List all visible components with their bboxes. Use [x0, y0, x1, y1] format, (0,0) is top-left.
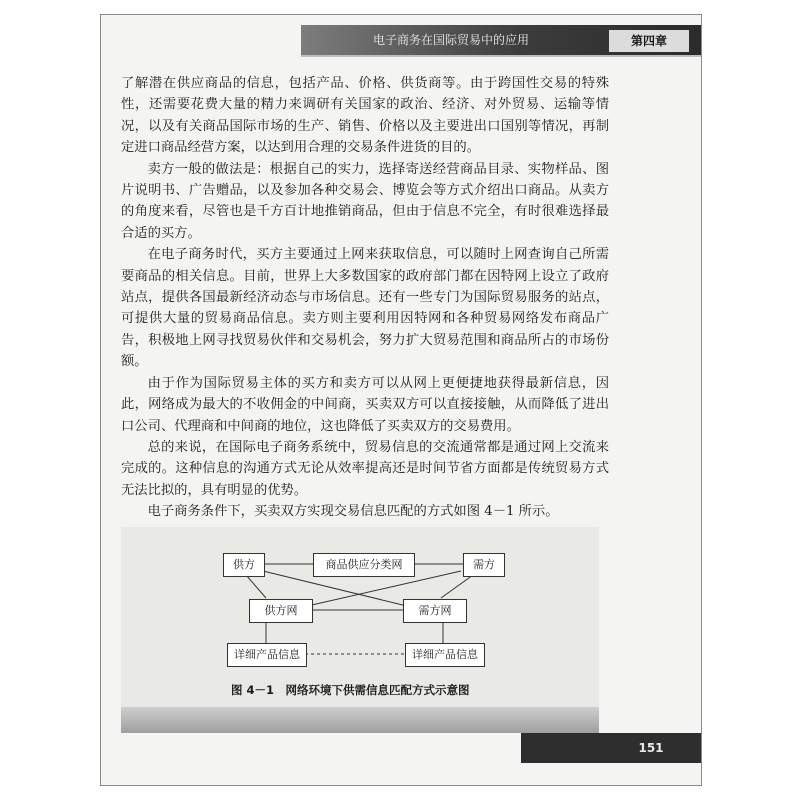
body-text	[121, 73, 609, 523]
node-buyer-net: 需方网	[403, 599, 467, 623]
node-category-net: 商品供应分类网	[313, 553, 415, 577]
running-header	[301, 25, 701, 55]
paragraph: 卖方一般的做法是：根据自己的实力，选择寄送经营商品目录、实物样品、图片说明书、广告赠品，以及参加各种交易会、博览会等方式介绍出口商品。从卖方的角度来看，尽管也是千方百计地推销商品，但由于信息不完全，有时很难选择最合适的买方。	[121, 161, 609, 241]
paragraph: 总的来说，在国际电子商务系统中，贸易信息的交流通常都是通过网上交流来完成的。这种信息的沟通方式无论从效率提高还是时间节省方面都是传统贸易方式无法比拟的，具有明显的优势。	[121, 439, 609, 498]
node-buyer: 需方	[463, 553, 505, 577]
paragraph: 在电子商务时代，买方主要通过上网来获取信息，可以随时上网查询自己所需要商品的相关信息。目前，世界上大多数国家的政府部门都在因特网上设立了政府站点，提供各国最新经济动态与市场信息。还有一些专门为国际贸易服务的站点，可提供大量的贸易商品信息。卖方则主要利用因特网和各种贸易网络发布商品广告，积极地上网寻找贸易伙伴和交易机会，努力扩大贸易范围和商品所占的市场份额。	[121, 247, 609, 370]
node-supplier: 供方	[223, 553, 265, 577]
paragraph: 由于作为国际贸易主体的买方和卖方可以从网上更便捷地获得最新信息，因此，网络成为最大的不收佣金的中间商，买卖双方可以直接接触，从而降低了进出口公司、代理商和中间商的地位，这也降低了买卖双方的交易费用。	[121, 375, 609, 434]
paragraph: 电子商务条件下，买卖双方实现交易信息匹配的方式如图 4－1 所示。	[147, 504, 559, 520]
running-header-title: 电子商务在国际贸易中的应用	[372, 33, 529, 47]
page-number: 151	[638, 741, 664, 755]
chapter-label: 第四章	[609, 30, 689, 52]
node-detail-left: 详细产品信息	[227, 643, 307, 667]
paragraph: 了解潜在供应商品的信息，包括产品、价格、供货商等。由于跨国性交易的特殊性，还需要花费大量的精力来调研有关国家的政治、经济、对外贸易、运输等情况，以及有关商品国际市场的生产、销售、价格以及主要进出口国别等情况，再制定进口商品经营方案，以达到用合理的交易条件进货的目的。	[121, 76, 609, 156]
figure-caption: 图 4－1 网络环境下供需信息匹配方式示意图	[231, 683, 470, 697]
footer-band	[121, 707, 599, 733]
header-divider	[301, 55, 701, 57]
node-supplier-net: 供方网	[249, 599, 313, 623]
node-detail-right: 详细产品信息	[405, 643, 485, 667]
book-page	[100, 14, 702, 786]
